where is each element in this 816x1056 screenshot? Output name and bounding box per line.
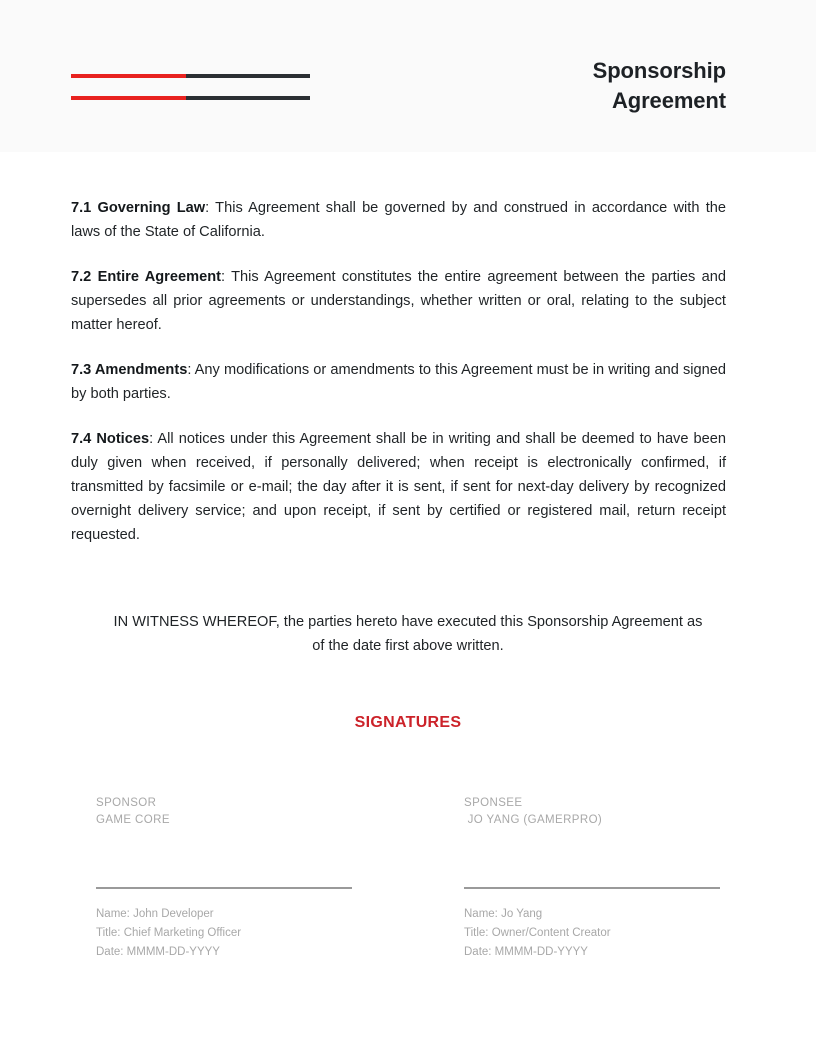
sponsor-role-label: SPONSOR — [96, 797, 157, 809]
signature-block-sponsor — [96, 795, 352, 962]
document-title-line-1: Sponsorship — [592, 58, 726, 83]
clause-7-2-label: 7.2 Entire Agreement — [71, 269, 221, 285]
sponsor-signature-line[interactable] — [96, 887, 352, 889]
document-header — [0, 0, 816, 152]
clause-7-4 — [71, 427, 726, 547]
clause-7-3-text: : Any modifications or amendments to this Agreement must be in writing and signed by both parties. — [71, 362, 726, 402]
sponsor-signature-fields — [96, 905, 352, 962]
logo-bar-bottom-dark-segment — [186, 96, 310, 100]
sponsee-signature-fields — [464, 905, 720, 962]
clause-7-3-label: 7.3 Amendments — [71, 362, 188, 378]
clause-7-2-text: : This Agreement constitutes the entire agreement between the parties and supersedes all prior agreements or understandings, whether written or oral, relating to the subject matter hereof. — [71, 269, 726, 333]
sponsor-party-name: GAME CORE — [96, 813, 170, 826]
sponsee-role-label: SPONSEE — [464, 797, 523, 809]
sponsee-name-field: Name: Jo Yang — [464, 907, 543, 920]
signatures-heading: SIGNATURES — [354, 714, 462, 731]
sponsor-title-field: Title: Chief Marketing Officer — [96, 926, 242, 939]
clause-7-1 — [71, 196, 726, 244]
document-title — [386, 56, 726, 116]
sponsor-name-field: Name: John Developer — [96, 907, 214, 920]
logo-bar-bottom — [71, 96, 310, 100]
clause-7-3 — [71, 358, 726, 406]
logo-bar-top-dark-segment — [186, 74, 310, 78]
clause-list — [71, 196, 726, 547]
signature-block-sponsee — [464, 795, 720, 962]
logo-bar-top-red-segment — [71, 74, 186, 78]
sponsor-date-field: Date: MMMM-DD-YYYY — [96, 945, 220, 958]
signature-area — [96, 795, 720, 962]
sponsee-party-name: JO YANG (GAMERPRO) — [464, 813, 603, 826]
two-bar-logo — [71, 74, 310, 100]
sponsee-title-field: Title: Owner/Content Creator — [464, 926, 611, 939]
witness-statement: IN WITNESS WHEREOF, the parties hereto have executed this Sponsorship Agreement as of the date first above written. — [113, 614, 703, 654]
clause-7-4-text: : All notices under this Agreement shall be in writing and shall be deemed to have been duly given when received, if personally delivered; when receipt is electronically confirmed, if transmitted by facsimile or e-mail; the day after it is sent, if sent for next-day delivery by recognized overnight delivery service; and upon receipt, if sent by certified or registered mail, return receipt requested. — [71, 431, 727, 543]
document-title-line-2: Agreement — [611, 88, 726, 113]
logo-bar-bottom-red-segment — [71, 96, 186, 100]
clause-7-1-text: : This Agreement shall be governed by and construed in accordance with the laws of the State of California. — [71, 200, 726, 240]
logo-bar-top — [71, 74, 310, 78]
sponsee-date-field: Date: MMMM-DD-YYYY — [464, 945, 588, 958]
clause-7-2 — [71, 265, 726, 337]
clause-7-1-label: 7.1 Governing Law — [71, 200, 206, 216]
sponsee-signature-line[interactable] — [464, 887, 720, 889]
clause-7-4-label: 7.4 Notices — [71, 431, 150, 447]
